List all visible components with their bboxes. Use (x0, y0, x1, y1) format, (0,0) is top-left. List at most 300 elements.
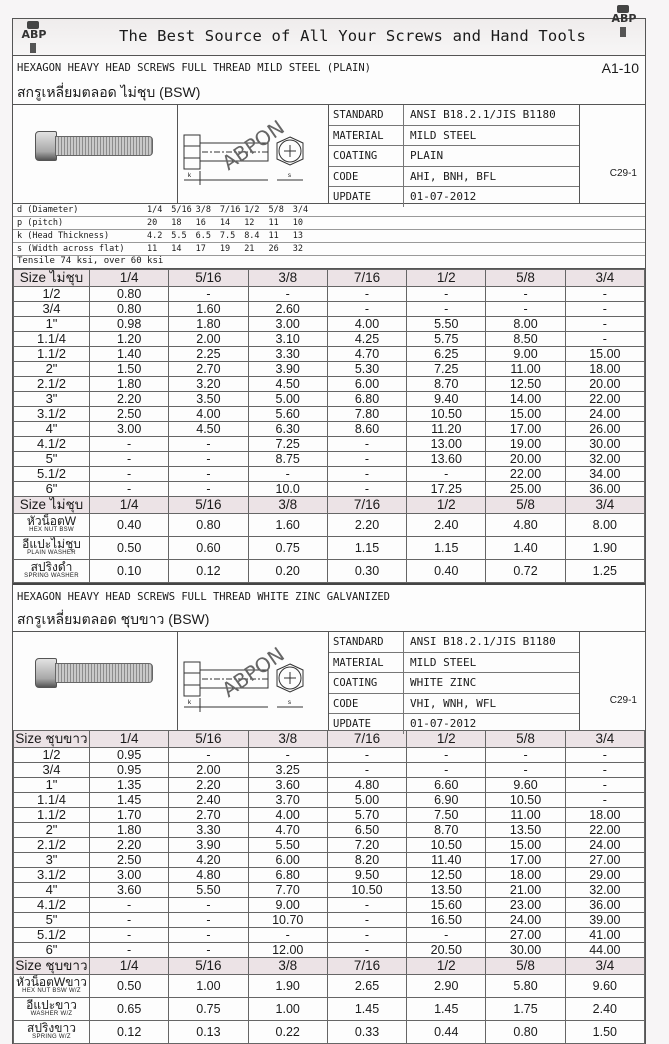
price-cell: - (327, 302, 406, 317)
price-cell: 5.00 (248, 392, 327, 407)
price-cell: - (565, 332, 644, 347)
price-cell: 18.00 (565, 808, 644, 823)
table-row (14, 347, 645, 362)
price-cell: 12.00 (248, 943, 327, 958)
table-row (14, 362, 645, 377)
table-row (14, 763, 645, 778)
price-cell: - (327, 898, 406, 913)
table-row (14, 913, 645, 928)
column-header: 5/16 (169, 270, 248, 287)
spec-value: ANSI B18.2.1/JIS B1180 (410, 108, 556, 121)
price-cell: 15.00 (565, 347, 644, 362)
price-cell: - (565, 302, 644, 317)
price-cell: 14.00 (486, 392, 565, 407)
column-header: 3/8 (248, 958, 327, 975)
price-cell: 10.50 (486, 793, 565, 808)
table-row (14, 793, 645, 808)
section-title-th: สกรูเหลี่ยมตลอด ไม่ชุบ (BSW) (17, 84, 201, 100)
accessory-price: 1.60 (248, 514, 327, 537)
price-cell: 5.50 (169, 883, 248, 898)
price-cell: 15.00 (486, 407, 565, 422)
spec-row-material (329, 126, 579, 147)
accessory-price: 1.50 (565, 1021, 644, 1044)
accessory-price: 1.90 (248, 975, 327, 998)
price-cell: - (248, 287, 327, 302)
price-cell: 2.40 (169, 793, 248, 808)
price-cell: 2.60 (248, 302, 327, 317)
price-cell: 4.00 (248, 808, 327, 823)
row-size: 5.1/2 (14, 467, 90, 482)
dimension-value: 16 (195, 218, 206, 228)
spec-key: COATING (329, 146, 404, 166)
price-cell: 0.95 (90, 748, 169, 763)
accessory-label (14, 514, 90, 537)
table-row (14, 467, 645, 482)
price-cell: 8.50 (486, 332, 565, 347)
row-size: 2.1/2 (14, 838, 90, 853)
row-size: 1.1/2 (14, 808, 90, 823)
price-cell: 17.25 (407, 482, 486, 497)
row-size: 3/4 (14, 763, 90, 778)
table-row (14, 853, 645, 868)
column-header: 1/2 (407, 731, 486, 748)
dimension-label: d (Diameter) (17, 205, 79, 215)
dimension-value: 7/16 (219, 205, 241, 215)
price-cell: - (327, 928, 406, 943)
dimension-value: 11 (147, 244, 158, 254)
row-size: 1" (14, 778, 90, 793)
spec-row-coating (329, 673, 579, 694)
price-cell: - (169, 898, 248, 913)
price-cell: 3.00 (248, 317, 327, 332)
price-cell: 3.25 (248, 763, 327, 778)
spec-value: MILD STEEL (410, 128, 477, 142)
dimension-value: 17 (195, 244, 206, 254)
accessory-price: 0.60 (169, 537, 248, 560)
spec-row-material (329, 653, 579, 674)
dimension-row (13, 230, 645, 243)
price-cell: 1.80 (169, 317, 248, 332)
row-size: 5" (14, 913, 90, 928)
price-cell: 12.50 (486, 377, 565, 392)
price-cell: 18.00 (486, 868, 565, 883)
dimension-value: 26 (268, 244, 279, 254)
price-cell: 5.30 (327, 362, 406, 377)
price-cell: - (90, 467, 169, 482)
price-cell: 13.00 (407, 437, 486, 452)
size-header: Size ไม่ชุบ (14, 270, 90, 287)
spec-key: CODE (329, 167, 404, 187)
spec-key: STANDARD (329, 632, 404, 652)
column-header: 7/16 (327, 731, 406, 748)
price-cell: - (327, 482, 406, 497)
price-cell: 25.00 (486, 482, 565, 497)
price-cell: 21.00 (486, 883, 565, 898)
price-cell: 1.60 (169, 302, 248, 317)
accessory-price: 5.80 (486, 975, 565, 998)
table-row (14, 437, 645, 452)
price-cell: 6.00 (248, 853, 327, 868)
accessory-label-th: หัวน็อตW (26, 514, 77, 528)
dimension-value: 11 (268, 231, 279, 241)
table-row (14, 317, 645, 332)
spec-table (329, 105, 580, 203)
dimension-value: 1/2 (244, 205, 260, 215)
row-size: 4.1/2 (14, 898, 90, 913)
price-cell: 3.20 (169, 377, 248, 392)
price-cell: 7.20 (327, 838, 406, 853)
price-cell: 13.60 (407, 452, 486, 467)
table-row (14, 377, 645, 392)
table-row (14, 422, 645, 437)
price-cell: 24.00 (565, 838, 644, 853)
price-cell: - (565, 763, 644, 778)
accessory-label-th: หัวน็อตWขาว (16, 975, 87, 989)
dimension-value: 13 (292, 231, 304, 241)
price-cell: 4.50 (169, 422, 248, 437)
price-cell: 26.00 (565, 422, 644, 437)
row-size: 5.1/2 (14, 928, 90, 943)
table-row (14, 302, 645, 317)
price-cell: - (169, 913, 248, 928)
price-cell: 6.90 (407, 793, 486, 808)
price-cell: 7.80 (327, 407, 406, 422)
price-cell: 6.80 (248, 868, 327, 883)
column-header: 5/8 (486, 731, 565, 748)
dimension-value: 12 (244, 218, 255, 228)
price-cell: 7.25 (248, 437, 327, 452)
price-cell: - (486, 763, 565, 778)
brand-logo-left: ABP (17, 21, 51, 53)
price-cell: 7.70 (248, 883, 327, 898)
price-cell: 11.20 (407, 422, 486, 437)
price-cell: 10.0 (248, 482, 327, 497)
price-cell: 7.50 (407, 808, 486, 823)
table-row (14, 868, 645, 883)
spec-row-coating (329, 146, 579, 167)
svg-text:k: k (188, 700, 191, 706)
price-cell: 16.50 (407, 913, 486, 928)
size-header: Size ชุบขาว (15, 958, 88, 973)
row-size: 1/2 (14, 287, 90, 302)
price-cell: 6.30 (248, 422, 327, 437)
accessory-label-th: สปริงขาว (27, 1021, 76, 1035)
accessory-label-en: WASHER W/Z (30, 1011, 73, 1017)
price-cell: 6.80 (327, 392, 406, 407)
price-cell: - (565, 793, 644, 808)
price-cell: - (327, 467, 406, 482)
table-row (14, 808, 645, 823)
price-cell: 3.30 (248, 347, 327, 362)
table-row (14, 407, 645, 422)
price-cell: 3.00 (90, 422, 169, 437)
accessory-price: 2.40 (565, 998, 644, 1021)
accessory-price: 9.60 (565, 975, 644, 998)
dimension-value: 32 (292, 244, 304, 254)
accessory-label (14, 975, 90, 998)
ref-code: C29-1 (609, 695, 637, 706)
price-cell: 2.25 (169, 347, 248, 362)
technical-drawing (178, 632, 329, 730)
table-row (14, 823, 645, 838)
price-cell: 10.50 (407, 407, 486, 422)
row-size: 4.1/2 (14, 437, 90, 452)
accessory-label-en: SPRING W/Z (32, 1034, 71, 1040)
accessory-price: 8.00 (565, 514, 644, 537)
accessory-price: 0.72 (486, 560, 565, 583)
price-cell: 9.40 (407, 392, 486, 407)
price-cell: - (90, 913, 169, 928)
spec-value: MILD STEEL (410, 655, 477, 669)
product-section (12, 583, 646, 1044)
accessory-price: 0.10 (90, 560, 169, 583)
table-row (14, 287, 645, 302)
price-cell: 5.70 (327, 808, 406, 823)
price-cell: 8.70 (407, 377, 486, 392)
price-cell: 8.70 (407, 823, 486, 838)
accessory-price: 0.13 (169, 1021, 248, 1044)
accessory-price: 0.75 (248, 537, 327, 560)
price-cell: 6.50 (327, 823, 406, 838)
price-cell: - (486, 287, 565, 302)
column-header: 1/4 (90, 497, 169, 514)
row-size: 1" (14, 317, 90, 332)
price-cell: 34.00 (565, 467, 644, 482)
price-cell: 1.45 (90, 793, 169, 808)
column-header: 7/16 (327, 270, 406, 287)
price-cell: 0.98 (90, 317, 169, 332)
svg-text:s: s (288, 700, 291, 706)
price-cell: 5.50 (248, 838, 327, 853)
price-cell: - (327, 437, 406, 452)
column-header: 1/4 (90, 958, 169, 975)
accessory-price: 1.15 (407, 537, 486, 560)
product-photo (13, 632, 178, 730)
price-cell: 22.00 (486, 467, 565, 482)
dimension-value: 5/8 (268, 205, 284, 215)
price-cell: 5.00 (327, 793, 406, 808)
price-cell: 19.00 (486, 437, 565, 452)
accessory-price: 1.00 (248, 998, 327, 1021)
spec-key: UPDATE (329, 187, 404, 207)
price-cell: 20.50 (407, 943, 486, 958)
column-header: 3/8 (248, 497, 327, 514)
accessory-price: 0.30 (327, 560, 406, 583)
price-cell: - (169, 287, 248, 302)
price-cell: 4.70 (248, 823, 327, 838)
price-cell: - (486, 748, 565, 763)
section-title-en: HEXAGON HEAVY HEAD SCREWS FULL THREAD WHITE ZINC GALVANIZED (17, 591, 390, 603)
spec-value: WHITE ZINC (410, 676, 477, 689)
price-cell: 1.80 (90, 823, 169, 838)
column-header: 5/8 (486, 958, 565, 975)
price-cell: 1.80 (90, 377, 169, 392)
table-header-row (14, 270, 645, 287)
price-cell: 9.60 (486, 778, 565, 793)
price-cell: - (486, 302, 565, 317)
price-cell: - (407, 467, 486, 482)
accessory-price: 1.45 (407, 998, 486, 1021)
price-cell: 9.50 (327, 868, 406, 883)
row-size: 2" (14, 362, 90, 377)
price-cell: - (327, 763, 406, 778)
price-cell: 2.70 (169, 808, 248, 823)
price-cell: 4.80 (327, 778, 406, 793)
accessory-price: 0.12 (169, 560, 248, 583)
price-cell: 39.00 (565, 913, 644, 928)
accessory-price: 2.20 (327, 514, 406, 537)
price-cell: 3.90 (169, 838, 248, 853)
price-cell: 5.50 (407, 317, 486, 332)
price-cell: - (327, 287, 406, 302)
dimension-label: k (Head Thickness) (17, 231, 110, 241)
dimension-value: 5.5 (171, 231, 187, 241)
column-header: 1/2 (407, 270, 486, 287)
price-cell: - (327, 943, 406, 958)
watermark: ABPON (217, 115, 289, 175)
section-title-th: สกรูเหลี่ยมตลอด ชุบขาว (BSW) (17, 611, 210, 627)
price-cell: 30.00 (565, 437, 644, 452)
price-cell: 3.50 (169, 392, 248, 407)
price-cell: 11.00 (486, 808, 565, 823)
price-cell: - (169, 482, 248, 497)
dimension-value: 11 (268, 218, 279, 228)
spec-key: COATING (329, 673, 404, 693)
price-cell: - (407, 763, 486, 778)
dimension-value: 20 (147, 218, 158, 228)
column-header: 1/4 (90, 731, 169, 748)
accessory-row (14, 537, 645, 560)
price-cell: - (327, 748, 406, 763)
spec-value: 01-07-2012 (410, 190, 477, 203)
accessory-price: 2.90 (407, 975, 486, 998)
bolt-image-icon (35, 131, 153, 159)
dimension-value: 4.2 (147, 231, 163, 241)
column-header: 1/2 (407, 958, 486, 975)
price-cell: 4.25 (327, 332, 406, 347)
price-cell: - (90, 482, 169, 497)
price-cell: 2.00 (169, 763, 248, 778)
size-header: Size ชุบขาว (15, 731, 88, 746)
brand-logo-right: ABP (607, 5, 641, 37)
price-cell: 1.70 (90, 808, 169, 823)
dimension-value: 14 (219, 218, 231, 228)
accessory-label-th: สปริงดำ (30, 560, 73, 574)
row-size: 3/4 (14, 302, 90, 317)
price-cell: 1.40 (90, 347, 169, 362)
dimension-value: 5/16 (171, 205, 192, 215)
row-size: 1.1/2 (14, 347, 90, 362)
spec-row-code (329, 694, 579, 715)
table-row (14, 482, 645, 497)
svg-text:s: s (288, 173, 291, 179)
accessory-price: 1.90 (565, 537, 644, 560)
column-header: 5/16 (169, 731, 248, 748)
price-cell: - (169, 943, 248, 958)
price-cell: 5.75 (407, 332, 486, 347)
accessory-price: 2.65 (327, 975, 406, 998)
price-cell: 5.60 (248, 407, 327, 422)
accessory-label-en: SPRING WASHER (24, 573, 79, 579)
accessory-price: 1.40 (486, 537, 565, 560)
price-cell: 1.20 (90, 332, 169, 347)
price-cell: 9.00 (486, 347, 565, 362)
price-cell: 10.70 (248, 913, 327, 928)
spec-row-standard (329, 632, 579, 653)
spec-block (13, 631, 645, 730)
price-cell: 3.70 (248, 793, 327, 808)
accessory-price: 1.75 (486, 998, 565, 1021)
dimension-value: 7.5 (219, 231, 236, 241)
price-cell: 11.00 (486, 362, 565, 377)
accessory-price: 4.80 (486, 514, 565, 537)
accessory-price: 0.50 (90, 975, 169, 998)
price-cell: 2.50 (90, 407, 169, 422)
price-cell: 4.70 (327, 347, 406, 362)
price-cell: 8.20 (327, 853, 406, 868)
price-cell: 8.75 (248, 452, 327, 467)
price-cell: - (407, 302, 486, 317)
price-cell: 3.00 (90, 868, 169, 883)
page-header (12, 12, 646, 56)
price-cell: - (565, 778, 644, 793)
spec-table (329, 632, 580, 730)
spec-key: MATERIAL (329, 653, 404, 673)
row-size: 6" (14, 482, 90, 497)
dimension-value: 1/4 (147, 205, 163, 215)
price-cell: 4.00 (327, 317, 406, 332)
accessory-price: 0.65 (90, 998, 169, 1021)
dimensions-table (13, 203, 645, 269)
table-row (14, 452, 645, 467)
dimension-value: 19 (219, 244, 231, 254)
row-size: 4" (14, 422, 90, 437)
spec-row-code (329, 167, 579, 188)
row-size: 3" (14, 392, 90, 407)
spec-value: ANSI B18.2.1/JIS B1180 (410, 635, 556, 648)
price-cell: 2.00 (169, 332, 248, 347)
table-row (14, 943, 645, 958)
price-cell: 22.00 (565, 823, 644, 838)
price-cell: 12.50 (407, 868, 486, 883)
column-header: 1/2 (407, 497, 486, 514)
spec-row-update (329, 187, 579, 207)
price-cell: 17.00 (486, 422, 565, 437)
accessory-label-en: HEX NUT BSW (29, 527, 74, 533)
price-cell: - (565, 317, 644, 332)
column-header: 3/4 (565, 497, 644, 514)
dimension-value: 14 (171, 244, 182, 254)
spec-value: AHI, BNH, BFL (410, 169, 497, 183)
dimension-value: 8.4 (244, 231, 260, 241)
column-header: 7/16 (327, 497, 406, 514)
column-header: 5/8 (486, 497, 565, 514)
price-cell: 0.80 (90, 302, 169, 317)
row-size: 4" (14, 883, 90, 898)
price-cell: - (90, 928, 169, 943)
row-size: 2" (14, 823, 90, 838)
catalog-page (12, 12, 646, 1044)
dimension-row (13, 217, 645, 230)
product-section (12, 56, 646, 583)
price-cell: 6.60 (407, 778, 486, 793)
dimension-value: 21 (244, 244, 255, 254)
price-cell: 3.30 (169, 823, 248, 838)
price-cell: - (327, 913, 406, 928)
price-cell: 3.90 (248, 362, 327, 377)
price-cell: - (407, 287, 486, 302)
row-size: 2.1/2 (14, 377, 90, 392)
